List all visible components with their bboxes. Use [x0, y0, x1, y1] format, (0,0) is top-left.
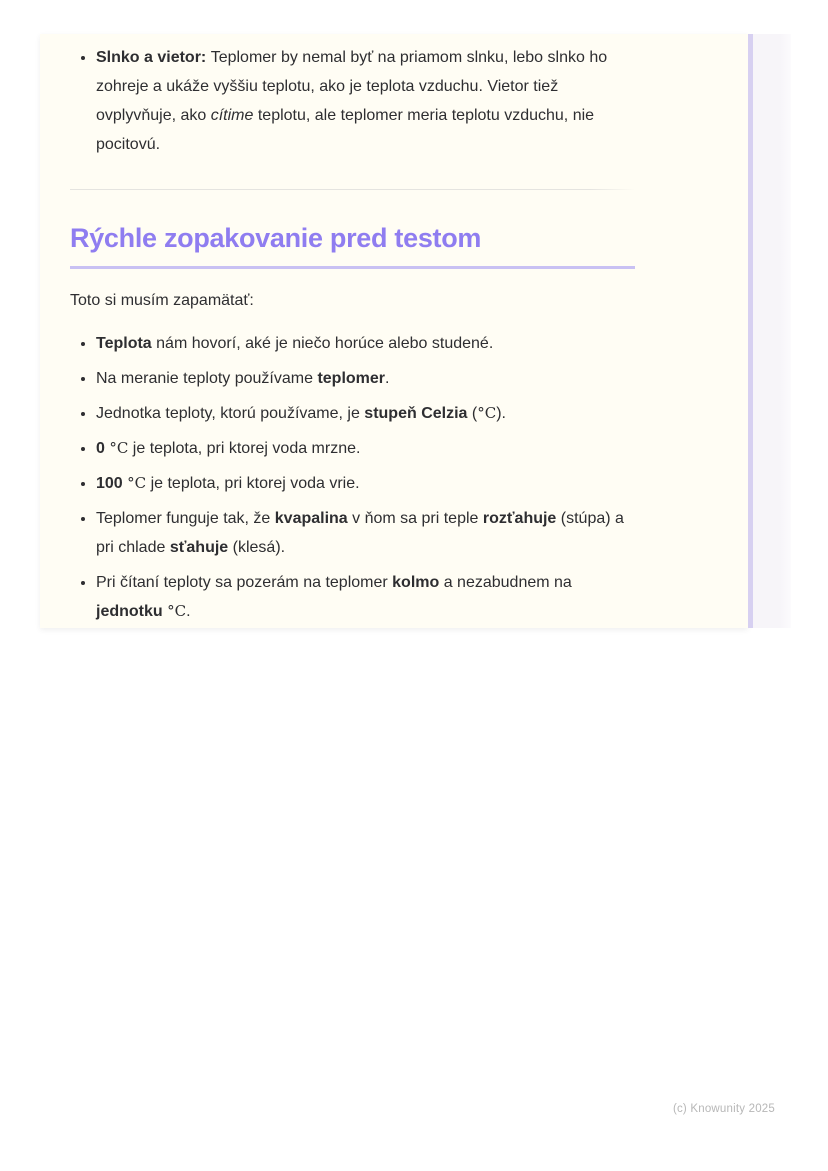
text-segment: sťahuje [169, 539, 229, 556]
summary-list [70, 329, 635, 626]
celsius-unit: °C [127, 474, 147, 492]
text-segment: nám hovorí, aké je niečo horúce alebo studené. [151, 335, 494, 352]
section-title: Rýchle zopakovanie pred testom [70, 223, 635, 269]
celsius-unit: °C [477, 404, 497, 422]
text-segment: je teplota, pri ktorej voda vrie. [146, 475, 360, 492]
copyright-footer: (c) Knowunity 2025 [672, 1103, 775, 1115]
text-segment: teplomer [317, 370, 386, 387]
celsius-unit: °C [167, 602, 187, 620]
list-item [96, 469, 635, 498]
text-segment: ( [467, 405, 478, 422]
text-segment: kvapalina [274, 510, 348, 527]
text-segment: . [385, 370, 390, 387]
text-segment: 0 [96, 440, 105, 457]
text-segment: 100 [96, 475, 123, 492]
list-item [96, 568, 635, 626]
list-item [96, 329, 635, 358]
list-item [96, 43, 635, 159]
list-item [96, 504, 635, 562]
text-segment: (stúpa) a pri chlade [96, 510, 624, 556]
tips-list [70, 43, 635, 159]
text-segment: ). [496, 405, 506, 422]
celsius-unit: °C [109, 439, 129, 457]
text-segment: Teplomer funguje tak, že [96, 510, 275, 527]
text-segment: Jednotka teploty, ktorú používame, je [96, 405, 365, 422]
text-segment: Pri čítaní teploty sa pozerám na teplomer [96, 574, 393, 591]
text-segment: . [186, 603, 191, 620]
section-intro: Toto si musím zapamätať: [70, 292, 254, 309]
section-divider [70, 189, 635, 190]
text-segment: Teplomer by nemal byť na priamom slnku, lebo slnko ho zohreje a ukáže vyššiu teplotu, ako je teplota vzduchu. Vietor tiež ovplyvňuje, ako [96, 49, 608, 124]
text-segment: Slnko a vietor: [96, 49, 211, 66]
text-segment: teplotu, ale teplomer meria teplotu vzduchu, nie pocitovú. [96, 107, 595, 153]
text-segment: kolmo [392, 574, 440, 591]
text-segment: v ňom sa pri teple [347, 510, 483, 527]
list-item [96, 434, 635, 463]
text-segment: rozťahuje [482, 510, 557, 527]
list-item [96, 399, 635, 428]
note-page-card [40, 34, 748, 628]
text-segment: Teplota [96, 335, 152, 352]
text-segment: Na meranie teploty používame [96, 370, 318, 387]
text-segment: je teplota, pri ktorej voda mrzne. [128, 440, 361, 457]
text-segment: a nezabudnem na [439, 574, 572, 591]
text-segment: (klesá). [228, 539, 286, 556]
text-segment: cítime [210, 107, 254, 124]
text-segment: jednotku [96, 603, 163, 620]
text-segment: stupeň Celzia [364, 405, 468, 422]
list-item [96, 364, 635, 393]
next-page-edge-panel [753, 34, 791, 628]
